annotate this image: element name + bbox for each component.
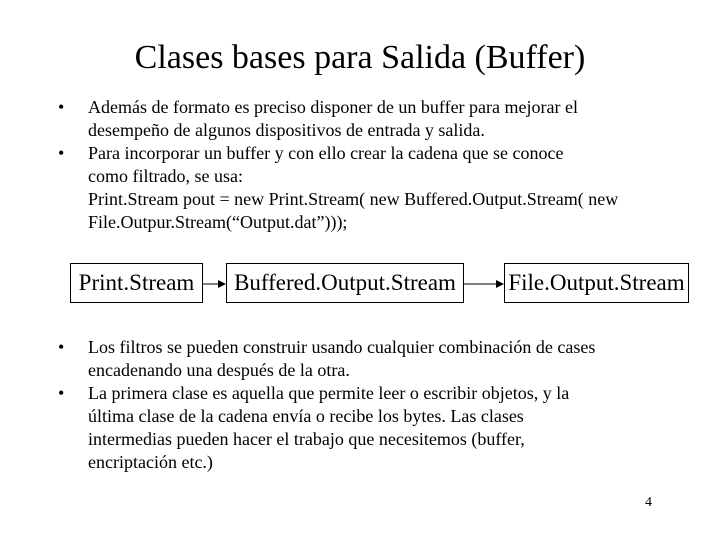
bullet-line: última clase de la cadena envía o recibe los bytes. Las clases	[88, 406, 524, 426]
bullet-line: Los filtros se pueden construir usando cualquier combinación de cases	[88, 337, 596, 357]
bullet-line: Print.Stream pout = new Print.Stream( new Buffered.Output.Stream( new	[88, 189, 619, 209]
bullet-line: Además de formato es preciso disponer de un buffer para mejorar el	[88, 97, 578, 117]
bullet-line: encriptación etc.)	[88, 452, 213, 472]
bullet-line: File.Outpur.Stream(“Output.dat”)));	[88, 212, 348, 232]
bullet-item	[58, 336, 678, 382]
bullet-line: como filtrado, se usa:	[88, 166, 243, 186]
bullet-dot-icon: •	[58, 97, 65, 117]
bullet-line: Para incorporar un buffer y con ello crear la cadena que se conoce	[88, 143, 564, 163]
page-title: Clases bases para Salida (Buffer)	[134, 39, 586, 76]
bullet-item	[58, 382, 678, 474]
bullet-line: intermedias pueden hacer el trabajo que necesitemos (buffer,	[88, 429, 525, 449]
bullet-list-bottom	[58, 336, 678, 474]
bullet-dot-icon: •	[58, 337, 65, 357]
bullet-line: desempeño de algunos dispositivos de entrada y salida.	[88, 120, 485, 140]
flow-box-print-stream: Print.Stream	[70, 263, 203, 303]
bullet-line: encadenando una después de la otra.	[88, 360, 350, 380]
page-number: 4	[645, 495, 652, 510]
flow-box-file-output-stream: File.Output.Stream	[504, 263, 689, 303]
bullet-dot-icon: •	[58, 383, 65, 403]
bullet-line: La primera clase es aquella que permite leer o escribir objetos, y la	[88, 383, 570, 403]
bullet-dot-icon: •	[58, 143, 65, 163]
flow-box-buffered-output-stream: Buffered.Output.Stream	[226, 263, 464, 303]
